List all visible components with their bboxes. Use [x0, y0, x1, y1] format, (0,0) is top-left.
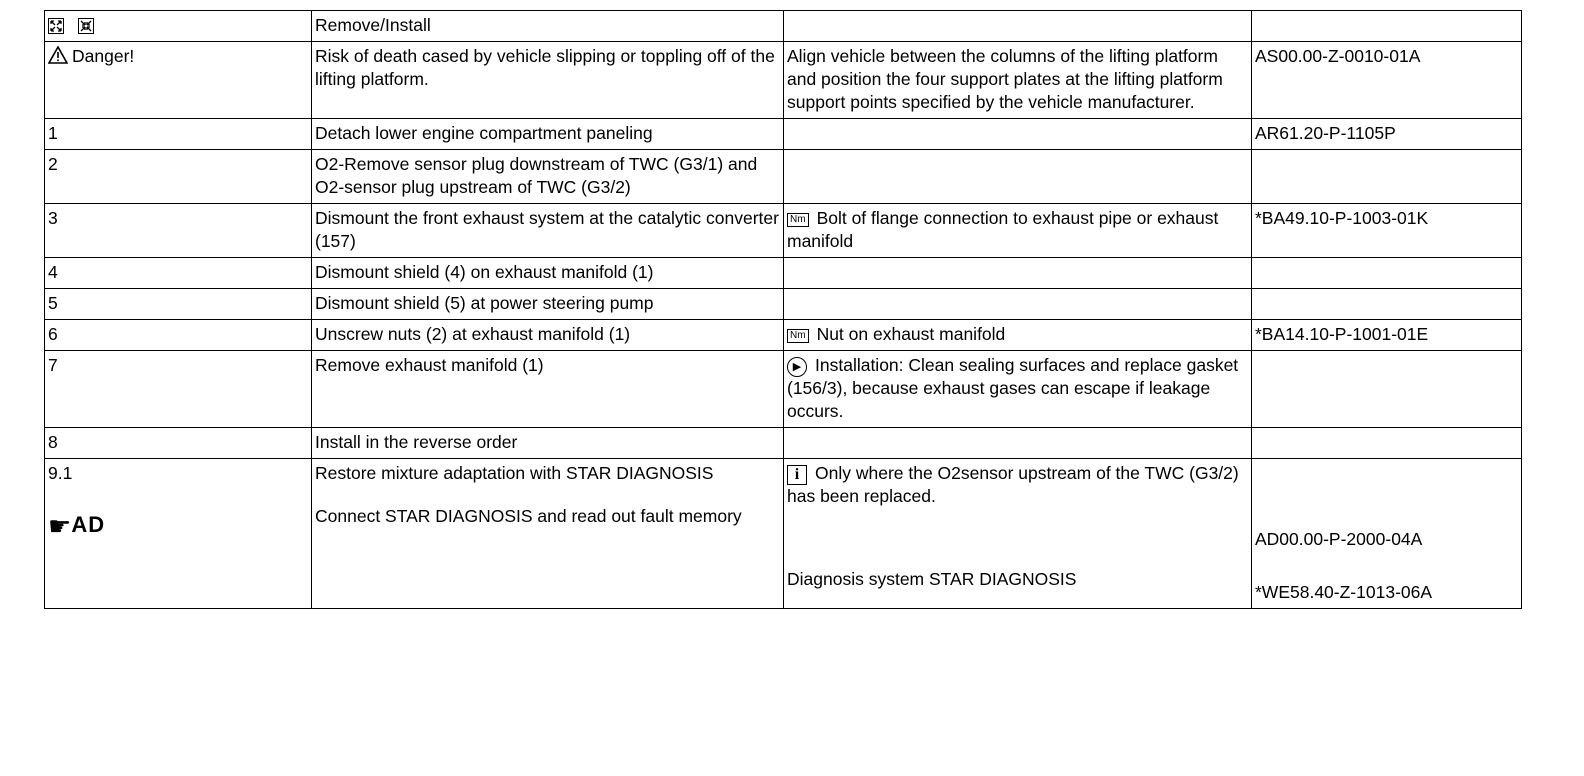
collapse-arrows-icon[interactable] — [78, 18, 94, 34]
step-row-1 — [45, 119, 1522, 150]
danger-label-cell — [45, 42, 312, 119]
torque-nm-icon: Nm — [787, 213, 809, 227]
step-number: 7 — [45, 351, 312, 428]
step-row-6 — [45, 320, 1522, 351]
step-note — [784, 204, 1252, 258]
step-number: 3 — [45, 204, 312, 258]
danger-ref[interactable]: AS00.00-Z-0010-01A — [1252, 42, 1522, 119]
step-action: Restore mixture adaptation with STAR DIAGNOSIS — [315, 463, 714, 483]
info-icon: i — [787, 465, 807, 485]
final-number-cell — [45, 459, 312, 609]
pointing-hand-icon: ☛ — [48, 511, 72, 541]
step-number: 8 — [45, 428, 312, 459]
warning-triangle-icon — [48, 46, 68, 64]
installation-clock-icon: ▶ — [787, 357, 807, 377]
torque-nm-icon: Nm — [787, 329, 809, 343]
step-number: 6 — [45, 320, 312, 351]
step-number: 9.1 — [48, 463, 73, 483]
step-row-8 — [45, 428, 1522, 459]
step-action: Install in the reverse order — [312, 428, 784, 459]
step-note-text: Only where the O2sensor upstream of the TWC (G3/2) has been replaced. — [787, 463, 1239, 506]
step-action: Dismount shield (5) at power steering pump — [312, 289, 784, 320]
step-row-7 — [45, 351, 1522, 428]
danger-description: Risk of death cased by vehicle slipping or toppling off of the lifting platform. — [312, 42, 784, 119]
step-ref[interactable]: AR61.20-P-1105P — [1252, 119, 1522, 150]
sub-action: Connect STAR DIAGNOSIS and read out fault memory — [315, 506, 742, 526]
step-note-text: Nut on exhaust manifold — [816, 324, 1006, 344]
step-note-text: Installation: Clean sealing surfaces and replace gasket (156/3), because exhaust gases can escape if leakage occurs. — [787, 355, 1239, 421]
step-note — [784, 351, 1252, 428]
tool-note: Diagnosis system STAR DIAGNOSIS — [787, 569, 1077, 589]
expand-arrows-icon[interactable] — [48, 18, 64, 34]
step-ref[interactable]: *BA14.10-P-1001-01E — [1252, 320, 1522, 351]
step-row-9-1 — [45, 459, 1522, 609]
step-action: Detach lower engine compartment paneling — [312, 119, 784, 150]
step-action: Dismount shield (4) on exhaust manifold (1) — [312, 258, 784, 289]
step-action: Dismount the front exhaust system at the catalytic converter (157) — [312, 204, 784, 258]
final-action-cell — [312, 459, 784, 609]
final-note-cell — [784, 459, 1252, 609]
sub-ref[interactable]: AD00.00-P-2000-04A — [1255, 529, 1423, 549]
step-action: O2-Remove sensor plug downstream of TWC (G3/1) and O2-sensor plug upstream of TWC (G3/2) — [312, 150, 784, 204]
danger-note: Align vehicle between the columns of the lifting platform and position the four support plates at the lifting platform support points specified by the vehicle manufacturer. — [784, 42, 1252, 119]
danger-label: Danger! — [72, 46, 135, 66]
header-row — [45, 11, 1522, 42]
step-note-text: Bolt of flange connection to exhaust pipe or exhaust manifold — [787, 208, 1219, 251]
header-icons-cell — [45, 11, 312, 42]
procedure-table — [44, 10, 1522, 609]
ad-marker — [48, 513, 308, 539]
step-action: Remove exhaust manifold (1) — [312, 351, 784, 428]
step-row-2 — [45, 150, 1522, 204]
step-ref[interactable]: *BA49.10-P-1003-01K — [1252, 204, 1522, 258]
step-number: 1 — [45, 119, 312, 150]
step-number: 4 — [45, 258, 312, 289]
step-number: 5 — [45, 289, 312, 320]
tool-ref[interactable]: *WE58.40-Z-1013-06A — [1255, 582, 1433, 602]
final-ref-cell — [1252, 459, 1522, 609]
step-row-3 — [45, 204, 1522, 258]
step-number: 2 — [45, 150, 312, 204]
step-note — [787, 462, 1248, 508]
ad-label: AD — [71, 512, 106, 537]
step-note — [784, 320, 1252, 351]
step-row-4 — [45, 258, 1522, 289]
step-action: Unscrew nuts (2) at exhaust manifold (1) — [312, 320, 784, 351]
step-row-5 — [45, 289, 1522, 320]
header-title: Remove/Install — [312, 11, 784, 42]
danger-row — [45, 42, 1522, 119]
